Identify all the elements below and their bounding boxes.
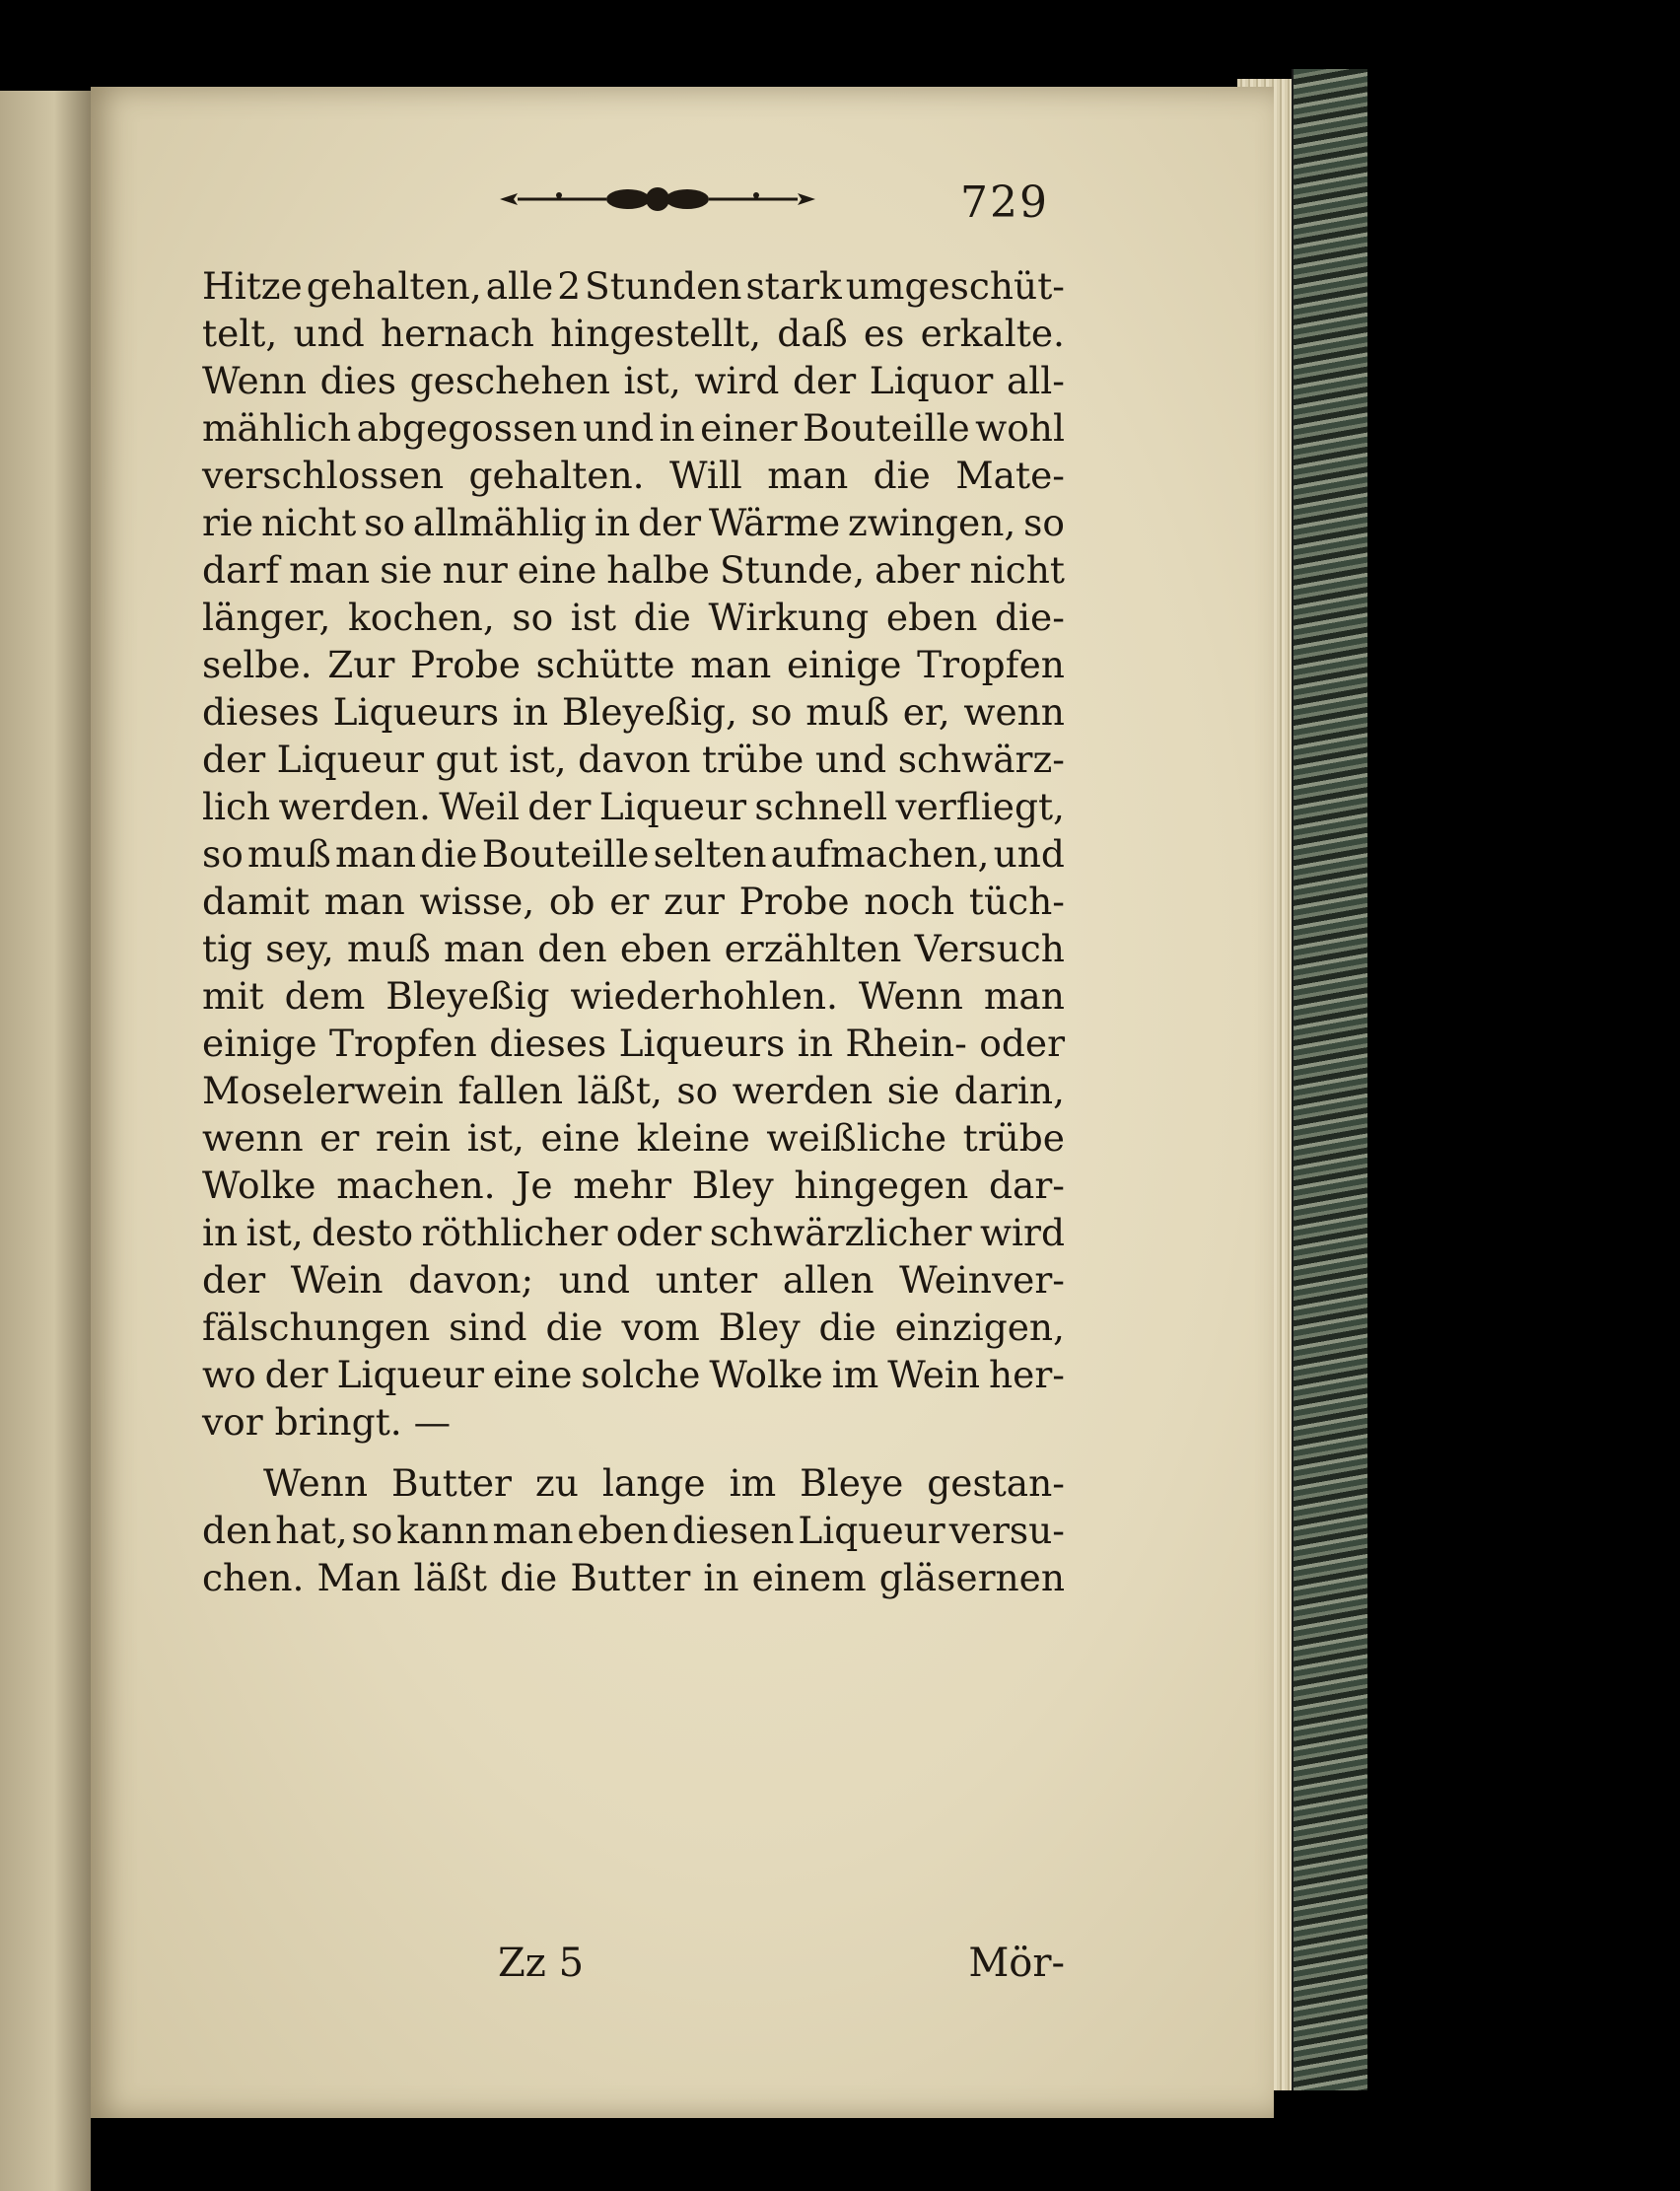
- marbled-cover: [1292, 69, 1367, 2090]
- text-line: länger, kochen, so ist die Wirkung eben die-: [202, 596, 1065, 639]
- text-line: wo der Liqueur eine solche Wolke im Wein her-: [202, 1353, 1065, 1396]
- text-line: Hitze gehalten, alle 2 Stunden stark umgeschüt-: [202, 264, 1065, 308]
- text-line: so muß man die Bouteille selten aufmachen, und: [202, 832, 1065, 876]
- text-line: darf man sie nur eine halbe Stunde, aber nicht: [202, 548, 1065, 592]
- paragraph: [202, 262, 1065, 1446]
- text-line: mit dem Bleyeßig wiederhohlen. Wenn man: [202, 974, 1065, 1018]
- text-line: der Wein davon; und unter allen Weinver-: [202, 1258, 1065, 1302]
- text-line: rie nicht so allmählig in der Wärme zwingen, so: [202, 501, 1065, 544]
- catchword: Mör-: [968, 1941, 1065, 1986]
- book-page: [91, 87, 1274, 2118]
- text-line: tig sey, muß man den eben erzählten Versuch: [202, 927, 1065, 970]
- text-line: lich werden. Weil der Liqueur schnell verfliegt,: [202, 785, 1065, 828]
- text-line: in ist, desto röthlicher oder schwärzlicher wird: [202, 1211, 1065, 1254]
- text-line: mählich abgegossen und in einer Bouteille wohl: [202, 406, 1065, 450]
- text-line: Wenn Butter zu lange im Bleye gestan-: [263, 1461, 1065, 1505]
- text-line: vor bringt. —: [202, 1400, 452, 1444]
- text-line: dieses Liqueurs in Bleyeßig, so muß er, wenn: [202, 690, 1065, 734]
- text-line: chen. Man läßt die Butter in einem gläsernen: [202, 1556, 1065, 1599]
- paragraph-gap: [202, 1446, 1065, 1459]
- text-line: der Liqueur gut ist, davon trübe und schwärz-: [202, 738, 1065, 781]
- paragraph: [202, 1459, 1065, 1601]
- previous-page-edge: [0, 91, 91, 2191]
- text-line: telt, und hernach hingestellt, daß es erkalte.: [202, 312, 1065, 355]
- text-line: wenn er rein ist, eine kleine weißliche trübe: [202, 1116, 1065, 1160]
- signature-mark: Zz 5: [498, 1941, 585, 1986]
- head-ornament-icon: [500, 185, 815, 213]
- text-line: Moselerwein fallen läßt, so werden sie darin,: [202, 1069, 1065, 1112]
- text-line: verschlossen gehalten. Will man die Mate-: [202, 454, 1065, 497]
- text-line: damit man wisse, ob er zur Probe noch tüch-: [202, 880, 1065, 923]
- text-line: den hat, so kann man eben diesen Liqueur versu-: [202, 1509, 1065, 1552]
- text-line: einige Tropfen dieses Liqueurs in Rhein- oder: [202, 1022, 1065, 1065]
- page-number: 729: [960, 177, 1049, 228]
- text-line: fälschungen sind die vom Bley die einzigen,: [202, 1306, 1065, 1349]
- body-text: [202, 262, 1065, 1601]
- text-line: selbe. Zur Probe schütte man einige Tropfen: [202, 643, 1065, 686]
- text-line: Wolke machen. Je mehr Bley hingegen dar-: [202, 1164, 1065, 1207]
- text-line: Wenn dies geschehen ist, wird der Liquor all-: [202, 359, 1065, 402]
- page-footer: [202, 1941, 1065, 1990]
